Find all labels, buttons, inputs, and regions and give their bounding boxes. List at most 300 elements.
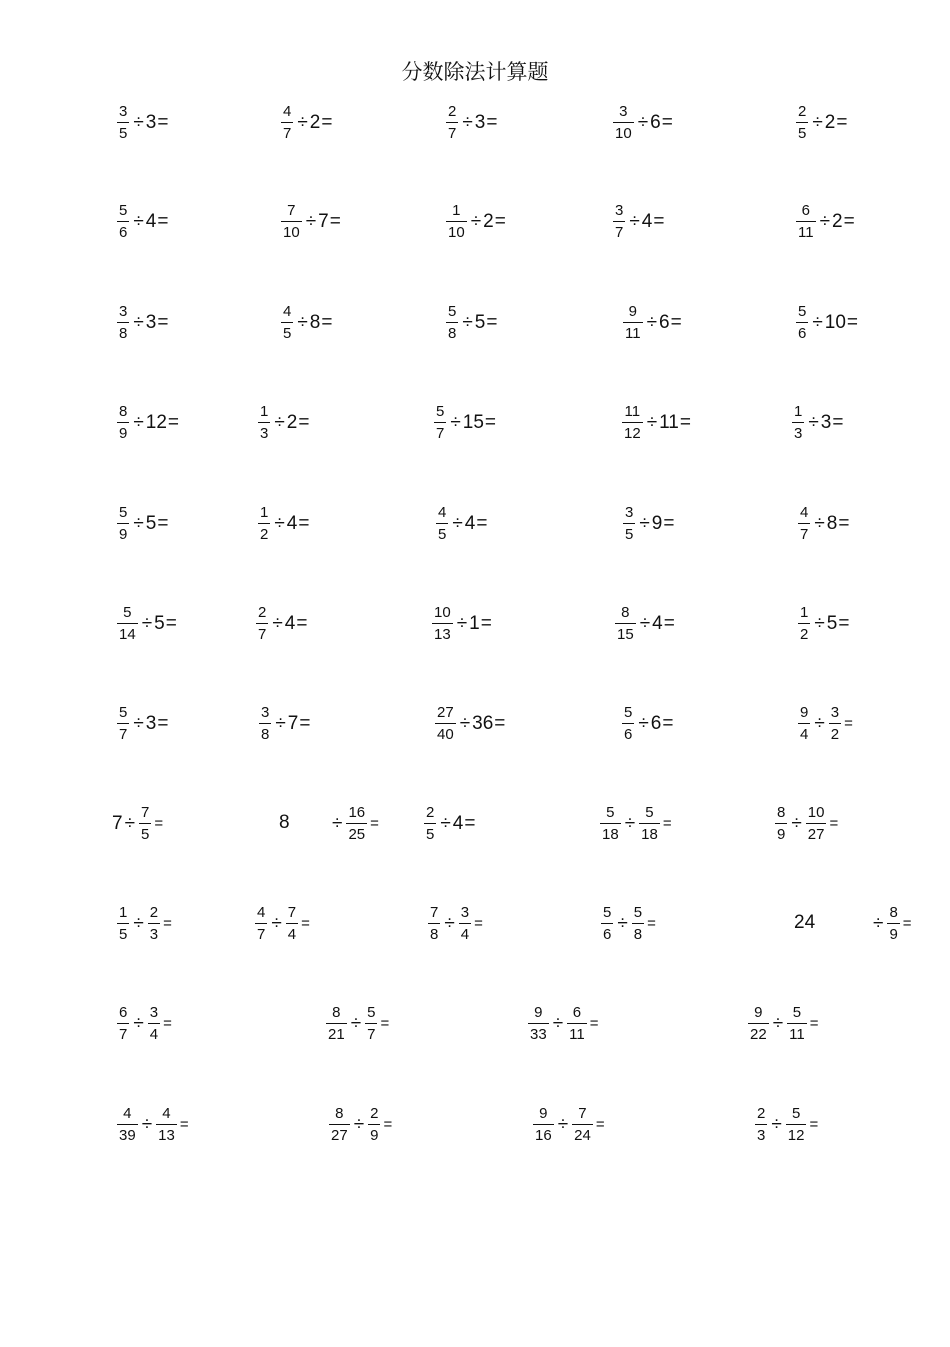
whole-number-divisor: 4 — [464, 513, 476, 534]
dividend-fraction — [601, 905, 613, 942]
whole-number-divisor: 4 — [286, 513, 298, 534]
numerator: 5 — [645, 804, 654, 821]
division-sign: ÷ — [637, 112, 649, 133]
division-sign: ÷ — [814, 513, 825, 534]
denominator: 24 — [574, 1127, 591, 1144]
numerator: 5 — [798, 303, 807, 320]
numerator: 5 — [119, 504, 128, 521]
denominator: 8 — [261, 726, 270, 743]
dividend-fraction — [428, 905, 440, 942]
denominator: 7 — [367, 1026, 376, 1043]
equals-sign: = — [296, 613, 308, 634]
denominator: 13 — [158, 1127, 175, 1144]
denominator: 4 — [287, 926, 297, 943]
equals-sign: = — [329, 211, 341, 232]
problem — [796, 505, 849, 542]
problem — [254, 605, 307, 642]
equals-sign: = — [670, 312, 682, 333]
denominator: 18 — [641, 826, 658, 843]
division-sign: ÷ — [452, 513, 463, 534]
numerator: 5 — [448, 303, 457, 320]
denominator: 8 — [119, 325, 128, 342]
numerator: 4 — [162, 1105, 171, 1122]
problem — [324, 1005, 389, 1042]
denominator: 11 — [789, 1026, 805, 1043]
numerator: 3 — [830, 704, 840, 721]
divisor-fraction — [346, 805, 367, 842]
numerator: 9 — [754, 1004, 763, 1021]
divisor-fraction — [459, 905, 471, 942]
problem — [279, 203, 341, 240]
division-sign: ÷ — [275, 713, 286, 734]
whole-number-divisor: 36 — [472, 713, 494, 734]
whole-number-divisor: 3 — [145, 713, 157, 734]
equals-sign: = — [383, 1116, 393, 1133]
dividend-fraction — [326, 1005, 347, 1042]
denominator: 7 — [258, 626, 267, 643]
divisor-fraction — [786, 1106, 807, 1143]
whole-number-dividend: 8 — [279, 812, 290, 833]
divisor-fraction — [286, 905, 298, 942]
problem — [253, 905, 310, 942]
division-sign: ÷ — [141, 613, 153, 634]
denominator: 27 — [331, 1127, 348, 1144]
dividend-fraction — [528, 1005, 549, 1042]
dividend-fraction — [600, 805, 621, 842]
problem — [256, 404, 309, 441]
whole-number-divisor: 5 — [826, 613, 838, 634]
whole-number-divisor: 2 — [309, 112, 321, 133]
equals-sign: = — [298, 513, 310, 534]
equals-sign: = — [154, 815, 164, 832]
problem — [620, 404, 691, 441]
equals-sign: = — [661, 112, 673, 133]
denominator: 3 — [794, 425, 803, 442]
division-sign: ÷ — [462, 312, 473, 333]
numerator: 8 — [621, 604, 630, 621]
equals-sign: = — [662, 815, 672, 832]
numerator: 6 — [572, 1004, 582, 1021]
division-sign: ÷ — [456, 613, 468, 634]
whole-number-divisor: 5 — [474, 312, 486, 333]
division-sign: ÷ — [332, 813, 343, 834]
divisor-fraction — [368, 1106, 380, 1143]
numerator: 4 — [438, 504, 447, 521]
division-sign: ÷ — [812, 112, 823, 133]
division-sign: ÷ — [141, 1114, 153, 1135]
problem — [613, 605, 675, 642]
dividend-fraction — [446, 104, 458, 141]
numerator: 3 — [460, 904, 470, 921]
dividend-fraction — [117, 203, 129, 240]
denominator: 13 — [434, 626, 451, 643]
denominator: 27 — [807, 826, 825, 843]
problem — [256, 505, 309, 542]
numerator: 9 — [534, 1004, 543, 1021]
equals-sign: = — [301, 915, 310, 932]
division-sign: ÷ — [808, 412, 819, 433]
equals-sign: = — [480, 613, 492, 634]
equals-sign: = — [595, 1116, 605, 1133]
dividend-fraction — [792, 404, 804, 441]
whole-number-divisor: 9 — [651, 513, 663, 534]
denominator: 5 — [625, 526, 634, 543]
denominator: 5 — [119, 926, 128, 943]
whole-number-divisor: 3 — [474, 112, 486, 133]
denominator: 5 — [426, 826, 435, 843]
problem — [115, 1106, 189, 1143]
problem — [330, 805, 379, 842]
equals-sign: = — [838, 613, 850, 634]
whole-number-divisor: 8 — [309, 312, 321, 333]
numerator: 1 — [452, 202, 461, 219]
whole-number-divisor: 10 — [824, 312, 846, 333]
problem — [279, 304, 332, 341]
dividend-fraction — [281, 104, 293, 141]
numerator: 4 — [283, 103, 292, 120]
dividend-fraction — [623, 505, 635, 542]
denominator: 2 — [800, 626, 809, 643]
denominator: 7 — [448, 125, 457, 142]
divisor-fraction — [567, 1005, 587, 1042]
whole-number-divisor: 4 — [284, 613, 296, 634]
numerator: 3 — [149, 1004, 159, 1021]
numerator: 11 — [624, 403, 641, 420]
problem — [257, 705, 310, 742]
denominator: 6 — [798, 325, 807, 342]
numerator: 2 — [149, 904, 159, 921]
denominator: 8 — [633, 926, 643, 943]
equals-sign: = — [157, 513, 169, 534]
equals-sign: = — [321, 112, 333, 133]
dividend-fraction — [796, 304, 808, 341]
dividend-fraction — [622, 705, 634, 742]
numerator: 27 — [437, 704, 454, 721]
divisor-fraction — [806, 805, 827, 842]
problem — [115, 705, 168, 742]
numerator: 4 — [283, 303, 292, 320]
dividend-fraction — [329, 1106, 350, 1143]
problem — [796, 605, 849, 642]
numerator: 1 — [119, 904, 128, 921]
denominator: 9 — [370, 1127, 379, 1144]
divisor-fraction — [156, 1106, 177, 1143]
denominator: 14 — [119, 626, 136, 643]
problem — [746, 1005, 818, 1042]
divisor-fraction — [365, 1005, 377, 1042]
equals-sign: = — [838, 513, 850, 534]
dividend-fraction — [117, 605, 138, 642]
numerator: 1 — [800, 604, 809, 621]
problem — [444, 304, 497, 341]
whole-number-divisor: 3 — [145, 112, 157, 133]
problem — [422, 805, 475, 842]
numerator: 1 — [260, 504, 269, 521]
denominator: 12 — [787, 1127, 805, 1144]
equals-sign: = — [829, 815, 839, 832]
numerator: 2 — [757, 1105, 766, 1122]
divisor-fraction — [148, 905, 160, 942]
equals-sign: = — [653, 211, 665, 232]
whole-number-divisor: 2 — [832, 211, 843, 232]
whole-number-divisor: 4 — [145, 211, 157, 232]
numerator: 3 — [119, 103, 128, 120]
numerator: 10 — [807, 804, 825, 821]
equals-sign: = — [809, 1116, 819, 1133]
numerator: 4 — [257, 904, 266, 921]
numerator: 3 — [261, 704, 270, 721]
numerator: 5 — [606, 804, 615, 821]
numerator: 7 — [430, 904, 439, 921]
problem — [112, 805, 163, 842]
equals-sign: = — [647, 915, 656, 932]
problem — [115, 605, 177, 642]
equals-sign: = — [157, 713, 169, 734]
division-sign: ÷ — [638, 713, 649, 734]
denominator: 11 — [569, 1026, 585, 1043]
denominator: 2 — [260, 526, 269, 543]
dividend-fraction — [281, 203, 302, 240]
whole-number-divisor: 7 — [287, 713, 299, 734]
problem — [115, 404, 179, 441]
numerator: 6 — [119, 1004, 128, 1021]
dividend-fraction — [424, 805, 436, 842]
problem — [599, 905, 656, 942]
denominator: 21 — [328, 1026, 345, 1043]
dividend-fraction — [258, 404, 270, 441]
numerator: 2 — [798, 103, 807, 120]
division-sign: ÷ — [297, 312, 308, 333]
numerator: 7 — [287, 904, 297, 921]
dividend-fraction — [796, 203, 816, 240]
division-sign: ÷ — [629, 211, 640, 232]
divisor-fraction — [887, 905, 899, 942]
numerator: 16 — [348, 804, 366, 821]
numerator: 3 — [615, 202, 624, 219]
division-sign: ÷ — [274, 412, 285, 433]
dividend-fraction — [434, 404, 446, 441]
division-sign: ÷ — [617, 913, 628, 934]
numerator: 5 — [119, 202, 128, 219]
division-sign: ÷ — [462, 112, 473, 133]
denominator: 4 — [800, 726, 809, 743]
equals-sign: = — [486, 312, 498, 333]
denominator: 3 — [149, 926, 159, 943]
denominator: 5 — [283, 325, 292, 342]
denominator: 8 — [448, 325, 457, 342]
whole-number-divisor: 1 — [469, 613, 480, 634]
numerator: 9 — [628, 303, 637, 320]
equals-sign: = — [846, 312, 859, 333]
divisor-fraction — [787, 1005, 807, 1042]
problem — [115, 304, 168, 341]
division-sign: ÷ — [350, 1013, 362, 1034]
equals-sign: = — [167, 412, 180, 433]
whole-number-divisor: 5 — [145, 513, 157, 534]
denominator: 6 — [119, 224, 128, 241]
whole-number-divisor: 11 — [659, 412, 679, 433]
denominator: 4 — [460, 926, 470, 943]
denominator: 39 — [119, 1127, 136, 1144]
division-sign: ÷ — [133, 412, 144, 433]
equals-sign: = — [902, 915, 912, 932]
problem — [426, 905, 483, 942]
equals-sign: = — [809, 1015, 819, 1032]
denominator: 7 — [119, 726, 128, 743]
division-sign: ÷ — [624, 813, 636, 834]
division-sign: ÷ — [272, 613, 283, 634]
equals-sign: = — [484, 412, 497, 433]
problem — [611, 104, 673, 141]
divisor-fraction — [139, 805, 151, 842]
equals-sign: = — [662, 713, 674, 734]
division-sign: ÷ — [557, 1114, 569, 1135]
dividend-fraction — [798, 605, 810, 642]
whole-number-divisor: 2 — [483, 211, 494, 232]
problem — [531, 1106, 605, 1143]
dividend-fraction — [435, 705, 456, 742]
denominator: 6 — [603, 926, 612, 943]
division-sign: ÷ — [444, 913, 455, 934]
numerator: 5 — [367, 1004, 376, 1021]
denominator: 7 — [436, 425, 445, 442]
whole-number-divisor: 7 — [318, 211, 329, 232]
equals-sign: = — [663, 513, 675, 534]
problem — [115, 505, 168, 542]
numerator: 5 — [633, 904, 643, 921]
whole-number-divisor: 5 — [154, 613, 165, 634]
numerator: 8 — [332, 1004, 341, 1021]
division-sign: ÷ — [812, 312, 823, 333]
numerator: 7 — [578, 1105, 587, 1122]
equals-sign: = — [163, 915, 172, 932]
problem — [794, 304, 858, 341]
numerator: 1 — [794, 403, 803, 420]
division-sign: ÷ — [271, 913, 282, 934]
whole-number-divisor: 6 — [650, 112, 661, 133]
division-sign: ÷ — [450, 412, 461, 433]
division-sign: ÷ — [274, 513, 285, 534]
dividend-fraction — [117, 905, 129, 942]
dividend-fraction — [117, 1106, 138, 1143]
equals-sign: = — [298, 412, 310, 433]
numerator: 5 — [436, 403, 445, 420]
dividend-fraction — [259, 705, 271, 742]
numerator: 10 — [434, 604, 451, 621]
denominator: 9 — [119, 425, 128, 442]
denominator: 7 — [283, 125, 292, 142]
dividend-fraction — [432, 605, 453, 642]
dividend-fraction — [117, 505, 129, 542]
dividend-fraction — [622, 404, 643, 441]
numerator: 3 — [119, 303, 128, 320]
division-sign: ÷ — [133, 513, 144, 534]
equals-sign: = — [476, 513, 488, 534]
division-sign: ÷ — [552, 1013, 564, 1034]
denominator: 40 — [437, 726, 454, 743]
dividend-fraction — [755, 1106, 767, 1143]
division-sign: ÷ — [873, 913, 884, 934]
dividend-fraction — [117, 1005, 129, 1042]
denominator: 11 — [625, 325, 641, 342]
numerator: 5 — [119, 704, 128, 721]
division-sign: ÷ — [814, 613, 825, 634]
whole-number-divisor: 4 — [641, 211, 653, 232]
numerator: 5 — [603, 904, 612, 921]
denominator: 10 — [448, 224, 465, 241]
dividend-fraction — [623, 304, 643, 341]
equals-sign: = — [832, 412, 844, 433]
numerator: 5 — [792, 1004, 802, 1021]
numerator: 2 — [370, 1105, 379, 1122]
dividend-fraction — [258, 505, 270, 542]
numerator: 6 — [801, 202, 810, 219]
dividend-fraction — [256, 605, 268, 642]
numerator: 5 — [624, 704, 633, 721]
equals-sign: = — [321, 312, 333, 333]
dividend-fraction — [613, 104, 634, 141]
equals-sign: = — [486, 112, 498, 133]
equals-sign: = — [163, 1015, 172, 1032]
dividend-fraction — [615, 605, 636, 642]
dividend-fraction — [436, 505, 448, 542]
division-sign: ÷ — [133, 913, 144, 934]
division-sign: ÷ — [814, 713, 825, 734]
denominator: 16 — [535, 1127, 552, 1144]
dividend-fraction — [117, 705, 129, 742]
denominator: 5 — [798, 125, 807, 142]
numerator: 3 — [619, 103, 628, 120]
dividend-fraction — [117, 304, 129, 341]
problem — [430, 605, 492, 642]
denominator: 10 — [615, 125, 632, 142]
numerator: 4 — [800, 504, 809, 521]
division-sign: ÷ — [470, 211, 482, 232]
division-sign: ÷ — [133, 112, 144, 133]
dividend-fraction — [775, 805, 787, 842]
equals-sign: = — [494, 713, 506, 734]
numerator: 5 — [791, 1105, 801, 1122]
problem — [620, 705, 673, 742]
dividend-fraction — [117, 104, 129, 141]
denominator: 11 — [798, 224, 814, 241]
problem — [433, 705, 505, 742]
problem — [279, 104, 332, 141]
equals-sign: = — [464, 813, 476, 834]
divisor-fraction — [829, 705, 841, 742]
whole-number-divisor: 2 — [286, 412, 298, 433]
denominator: 7 — [615, 224, 624, 241]
denominator: 9 — [119, 526, 128, 543]
equals-sign: = — [589, 1015, 599, 1032]
whole-number-divisor: 4 — [652, 613, 663, 634]
denominator: 18 — [602, 826, 619, 843]
denominator: 7 — [257, 926, 266, 943]
numerator: 8 — [119, 403, 128, 420]
division-sign: ÷ — [133, 713, 144, 734]
numerator: 2 — [426, 804, 435, 821]
division-sign: ÷ — [791, 813, 802, 834]
division-sign: ÷ — [772, 1013, 784, 1034]
problem — [796, 705, 853, 742]
numerator: 9 — [800, 704, 809, 721]
division-sign: ÷ — [353, 1114, 365, 1135]
problem — [753, 1106, 818, 1143]
denominator: 12 — [624, 425, 641, 442]
numerator: 7 — [287, 202, 296, 219]
denominator: 15 — [617, 626, 634, 643]
numerator: 7 — [141, 804, 150, 821]
